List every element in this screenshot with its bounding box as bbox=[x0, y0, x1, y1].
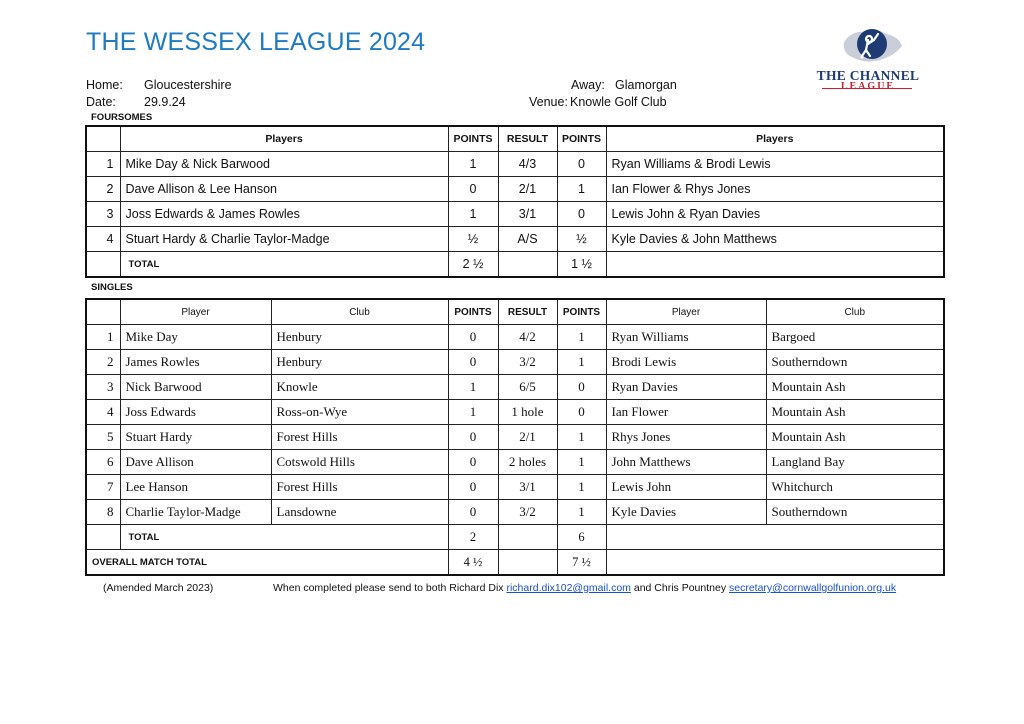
total-away-points: 6 bbox=[557, 525, 606, 550]
foursomes-section-label: FOURSOMES bbox=[91, 112, 153, 123]
row-number: 1 bbox=[86, 152, 120, 177]
home-points: 1 bbox=[448, 202, 498, 227]
amended-note: (Amended March 2023) bbox=[103, 582, 214, 594]
row-number: 4 bbox=[86, 400, 120, 425]
away-players: Ryan Williams & Brodi Lewis bbox=[606, 152, 944, 177]
foursomes-header-row bbox=[86, 126, 944, 152]
email-link-richard[interactable]: richard.dix102@gmail.com bbox=[506, 582, 631, 594]
foursomes-row bbox=[86, 202, 944, 227]
match-result: 3/2 bbox=[498, 500, 557, 525]
home-points: 1 bbox=[448, 375, 498, 400]
away-player: John Matthews bbox=[606, 450, 766, 475]
home-club: Ross-on-Wye bbox=[271, 400, 448, 425]
row-number: 2 bbox=[86, 177, 120, 202]
row-number: 7 bbox=[86, 475, 120, 500]
total-result-blank bbox=[498, 525, 557, 550]
total-label: TOTAL bbox=[120, 525, 448, 550]
match-result: 4/2 bbox=[498, 325, 557, 350]
singles-row bbox=[86, 450, 944, 475]
date-row bbox=[86, 95, 186, 109]
away-points: ½ bbox=[557, 227, 606, 252]
home-player: Joss Edwards bbox=[120, 400, 271, 425]
header-away-points: POINTS bbox=[557, 126, 606, 152]
total-blank bbox=[86, 525, 120, 550]
home-club: Cotswold Hills bbox=[271, 450, 448, 475]
away-player: Lewis John bbox=[606, 475, 766, 500]
singles-total-row bbox=[86, 525, 944, 550]
overall-result-blank bbox=[498, 550, 557, 576]
row-number: 2 bbox=[86, 350, 120, 375]
logo-text-line2: LEAGUE bbox=[840, 81, 896, 92]
match-result: 1 hole bbox=[498, 400, 557, 425]
away-value: Glamorgan bbox=[615, 78, 677, 92]
footer-instructions bbox=[273, 582, 896, 594]
total-away-blank bbox=[606, 525, 944, 550]
match-result: 4/3 bbox=[498, 152, 557, 177]
overall-total-row bbox=[86, 550, 944, 576]
foursomes-row bbox=[86, 227, 944, 252]
foursomes-table bbox=[85, 125, 945, 278]
header-blank bbox=[86, 299, 120, 325]
home-points: 0 bbox=[448, 325, 498, 350]
home-player: Dave Allison bbox=[120, 450, 271, 475]
singles-row bbox=[86, 400, 944, 425]
row-number: 3 bbox=[86, 375, 120, 400]
match-result: 3/1 bbox=[498, 475, 557, 500]
away-label: Away: bbox=[571, 78, 605, 92]
away-points: 1 bbox=[557, 500, 606, 525]
overall-away-points: 7 ½ bbox=[557, 550, 606, 576]
match-result: 6/5 bbox=[498, 375, 557, 400]
away-points: 1 bbox=[557, 325, 606, 350]
home-players: Dave Allison & Lee Hanson bbox=[120, 177, 448, 202]
away-points: 1 bbox=[557, 475, 606, 500]
away-players: Ian Flower & Rhys Jones bbox=[606, 177, 944, 202]
match-result: 2/1 bbox=[498, 177, 557, 202]
match-result: 3/1 bbox=[498, 202, 557, 227]
match-result: A/S bbox=[498, 227, 557, 252]
total-result-blank bbox=[498, 252, 557, 278]
away-points: 1 bbox=[557, 450, 606, 475]
foursomes-row bbox=[86, 177, 944, 202]
header-home-players: Players bbox=[120, 126, 448, 152]
singles-section-label: SINGLES bbox=[91, 282, 133, 293]
venue-label: Venue: bbox=[529, 95, 568, 109]
row-number: 6 bbox=[86, 450, 120, 475]
total-away-points: 1 ½ bbox=[557, 252, 606, 278]
home-player: Charlie Taylor-Madge bbox=[120, 500, 271, 525]
away-club: Langland Bay bbox=[766, 450, 944, 475]
home-club: Forest Hills bbox=[271, 475, 448, 500]
home-players: Stuart Hardy & Charlie Taylor-Madge bbox=[120, 227, 448, 252]
home-player: Nick Barwood bbox=[120, 375, 271, 400]
header-home-player: Player bbox=[120, 299, 271, 325]
singles-header-row bbox=[86, 299, 944, 325]
singles-row bbox=[86, 325, 944, 350]
header-away-players: Players bbox=[606, 126, 944, 152]
match-result: 2/1 bbox=[498, 425, 557, 450]
header-home-points: POINTS bbox=[448, 299, 498, 325]
away-player: Brodi Lewis bbox=[606, 350, 766, 375]
header-blank bbox=[86, 126, 120, 152]
away-points: 1 bbox=[557, 425, 606, 450]
home-points: 1 bbox=[448, 152, 498, 177]
home-points: 1 bbox=[448, 400, 498, 425]
overall-total-label: OVERALL MATCH TOTAL bbox=[86, 550, 448, 576]
home-player: Lee Hanson bbox=[120, 475, 271, 500]
home-club: Knowle bbox=[271, 375, 448, 400]
total-home-points: 2 bbox=[448, 525, 498, 550]
home-players: Joss Edwards & James Rowles bbox=[120, 202, 448, 227]
away-points: 0 bbox=[557, 152, 606, 177]
home-points: 0 bbox=[448, 475, 498, 500]
home-player: James Rowles bbox=[120, 350, 271, 375]
away-row bbox=[571, 78, 677, 92]
header-home-points: POINTS bbox=[448, 126, 498, 152]
home-club: Lansdowne bbox=[271, 500, 448, 525]
away-player: Ryan Williams bbox=[606, 325, 766, 350]
overall-home-points: 4 ½ bbox=[448, 550, 498, 576]
home-players: Mike Day & Nick Barwood bbox=[120, 152, 448, 177]
header-result: RESULT bbox=[498, 126, 557, 152]
date-value: 29.9.24 bbox=[144, 95, 186, 109]
home-points: ½ bbox=[448, 227, 498, 252]
footer-text-2: and Chris Pountney bbox=[630, 582, 729, 594]
total-label: TOTAL bbox=[120, 252, 448, 278]
away-club: Southerndown bbox=[766, 350, 944, 375]
row-number: 5 bbox=[86, 425, 120, 450]
channel-league-logo bbox=[814, 26, 920, 96]
overall-away-blank bbox=[606, 550, 944, 576]
home-points: 0 bbox=[448, 500, 498, 525]
header-home-club: Club bbox=[271, 299, 448, 325]
header-away-club: Club bbox=[766, 299, 944, 325]
away-club: Whitchurch bbox=[766, 475, 944, 500]
total-home-points: 2 ½ bbox=[448, 252, 498, 278]
row-number: 4 bbox=[86, 227, 120, 252]
away-player: Ian Flower bbox=[606, 400, 766, 425]
singles-row bbox=[86, 475, 944, 500]
foursomes-row bbox=[86, 152, 944, 177]
away-points: 1 bbox=[557, 177, 606, 202]
home-player: Mike Day bbox=[120, 325, 271, 350]
match-result: 3/2 bbox=[498, 350, 557, 375]
header-away-player: Player bbox=[606, 299, 766, 325]
singles-row bbox=[86, 375, 944, 400]
date-label: Date: bbox=[86, 95, 116, 109]
home-club: Forest Hills bbox=[271, 425, 448, 450]
away-points: 0 bbox=[557, 375, 606, 400]
away-points: 1 bbox=[557, 350, 606, 375]
home-value: Gloucestershire bbox=[144, 78, 232, 92]
away-points: 0 bbox=[557, 202, 606, 227]
singles-row bbox=[86, 500, 944, 525]
home-points: 0 bbox=[448, 350, 498, 375]
singles-row bbox=[86, 425, 944, 450]
home-row bbox=[86, 78, 232, 92]
home-label: Home: bbox=[86, 78, 123, 92]
home-club: Henbury bbox=[271, 350, 448, 375]
away-players: Lewis John & Ryan Davies bbox=[606, 202, 944, 227]
away-player: Kyle Davies bbox=[606, 500, 766, 525]
header-away-points: POINTS bbox=[557, 299, 606, 325]
home-points: 0 bbox=[448, 425, 498, 450]
home-player: Stuart Hardy bbox=[120, 425, 271, 450]
row-number: 8 bbox=[86, 500, 120, 525]
singles-table bbox=[85, 298, 945, 576]
header-result: RESULT bbox=[498, 299, 557, 325]
total-blank bbox=[86, 252, 120, 278]
venue-row bbox=[529, 95, 667, 109]
row-number: 3 bbox=[86, 202, 120, 227]
away-club: Mountain Ash bbox=[766, 425, 944, 450]
email-link-chris[interactable]: secretary@cornwallgolfunion.org.uk bbox=[729, 582, 897, 594]
away-club: Mountain Ash bbox=[766, 375, 944, 400]
away-player: Ryan Davies bbox=[606, 375, 766, 400]
home-points: 0 bbox=[448, 177, 498, 202]
singles-row bbox=[86, 350, 944, 375]
row-number: 1 bbox=[86, 325, 120, 350]
foursomes-total-row bbox=[86, 252, 944, 278]
footer-text-1: When completed please send to both Richard Dix bbox=[273, 582, 507, 594]
total-away-blank bbox=[606, 252, 944, 278]
away-points: 0 bbox=[557, 400, 606, 425]
away-club: Bargoed bbox=[766, 325, 944, 350]
logo-text-line1: THE CHANNEL bbox=[816, 68, 920, 83]
home-points: 0 bbox=[448, 450, 498, 475]
away-club: Southerndown bbox=[766, 500, 944, 525]
venue-value: Knowle Golf Club bbox=[570, 95, 667, 109]
away-players: Kyle Davies & John Matthews bbox=[606, 227, 944, 252]
away-club: Mountain Ash bbox=[766, 400, 944, 425]
match-result: 2 holes bbox=[498, 450, 557, 475]
home-club: Henbury bbox=[271, 325, 448, 350]
away-player: Rhys Jones bbox=[606, 425, 766, 450]
page-title: THE WESSEX LEAGUE 2024 bbox=[86, 28, 426, 56]
